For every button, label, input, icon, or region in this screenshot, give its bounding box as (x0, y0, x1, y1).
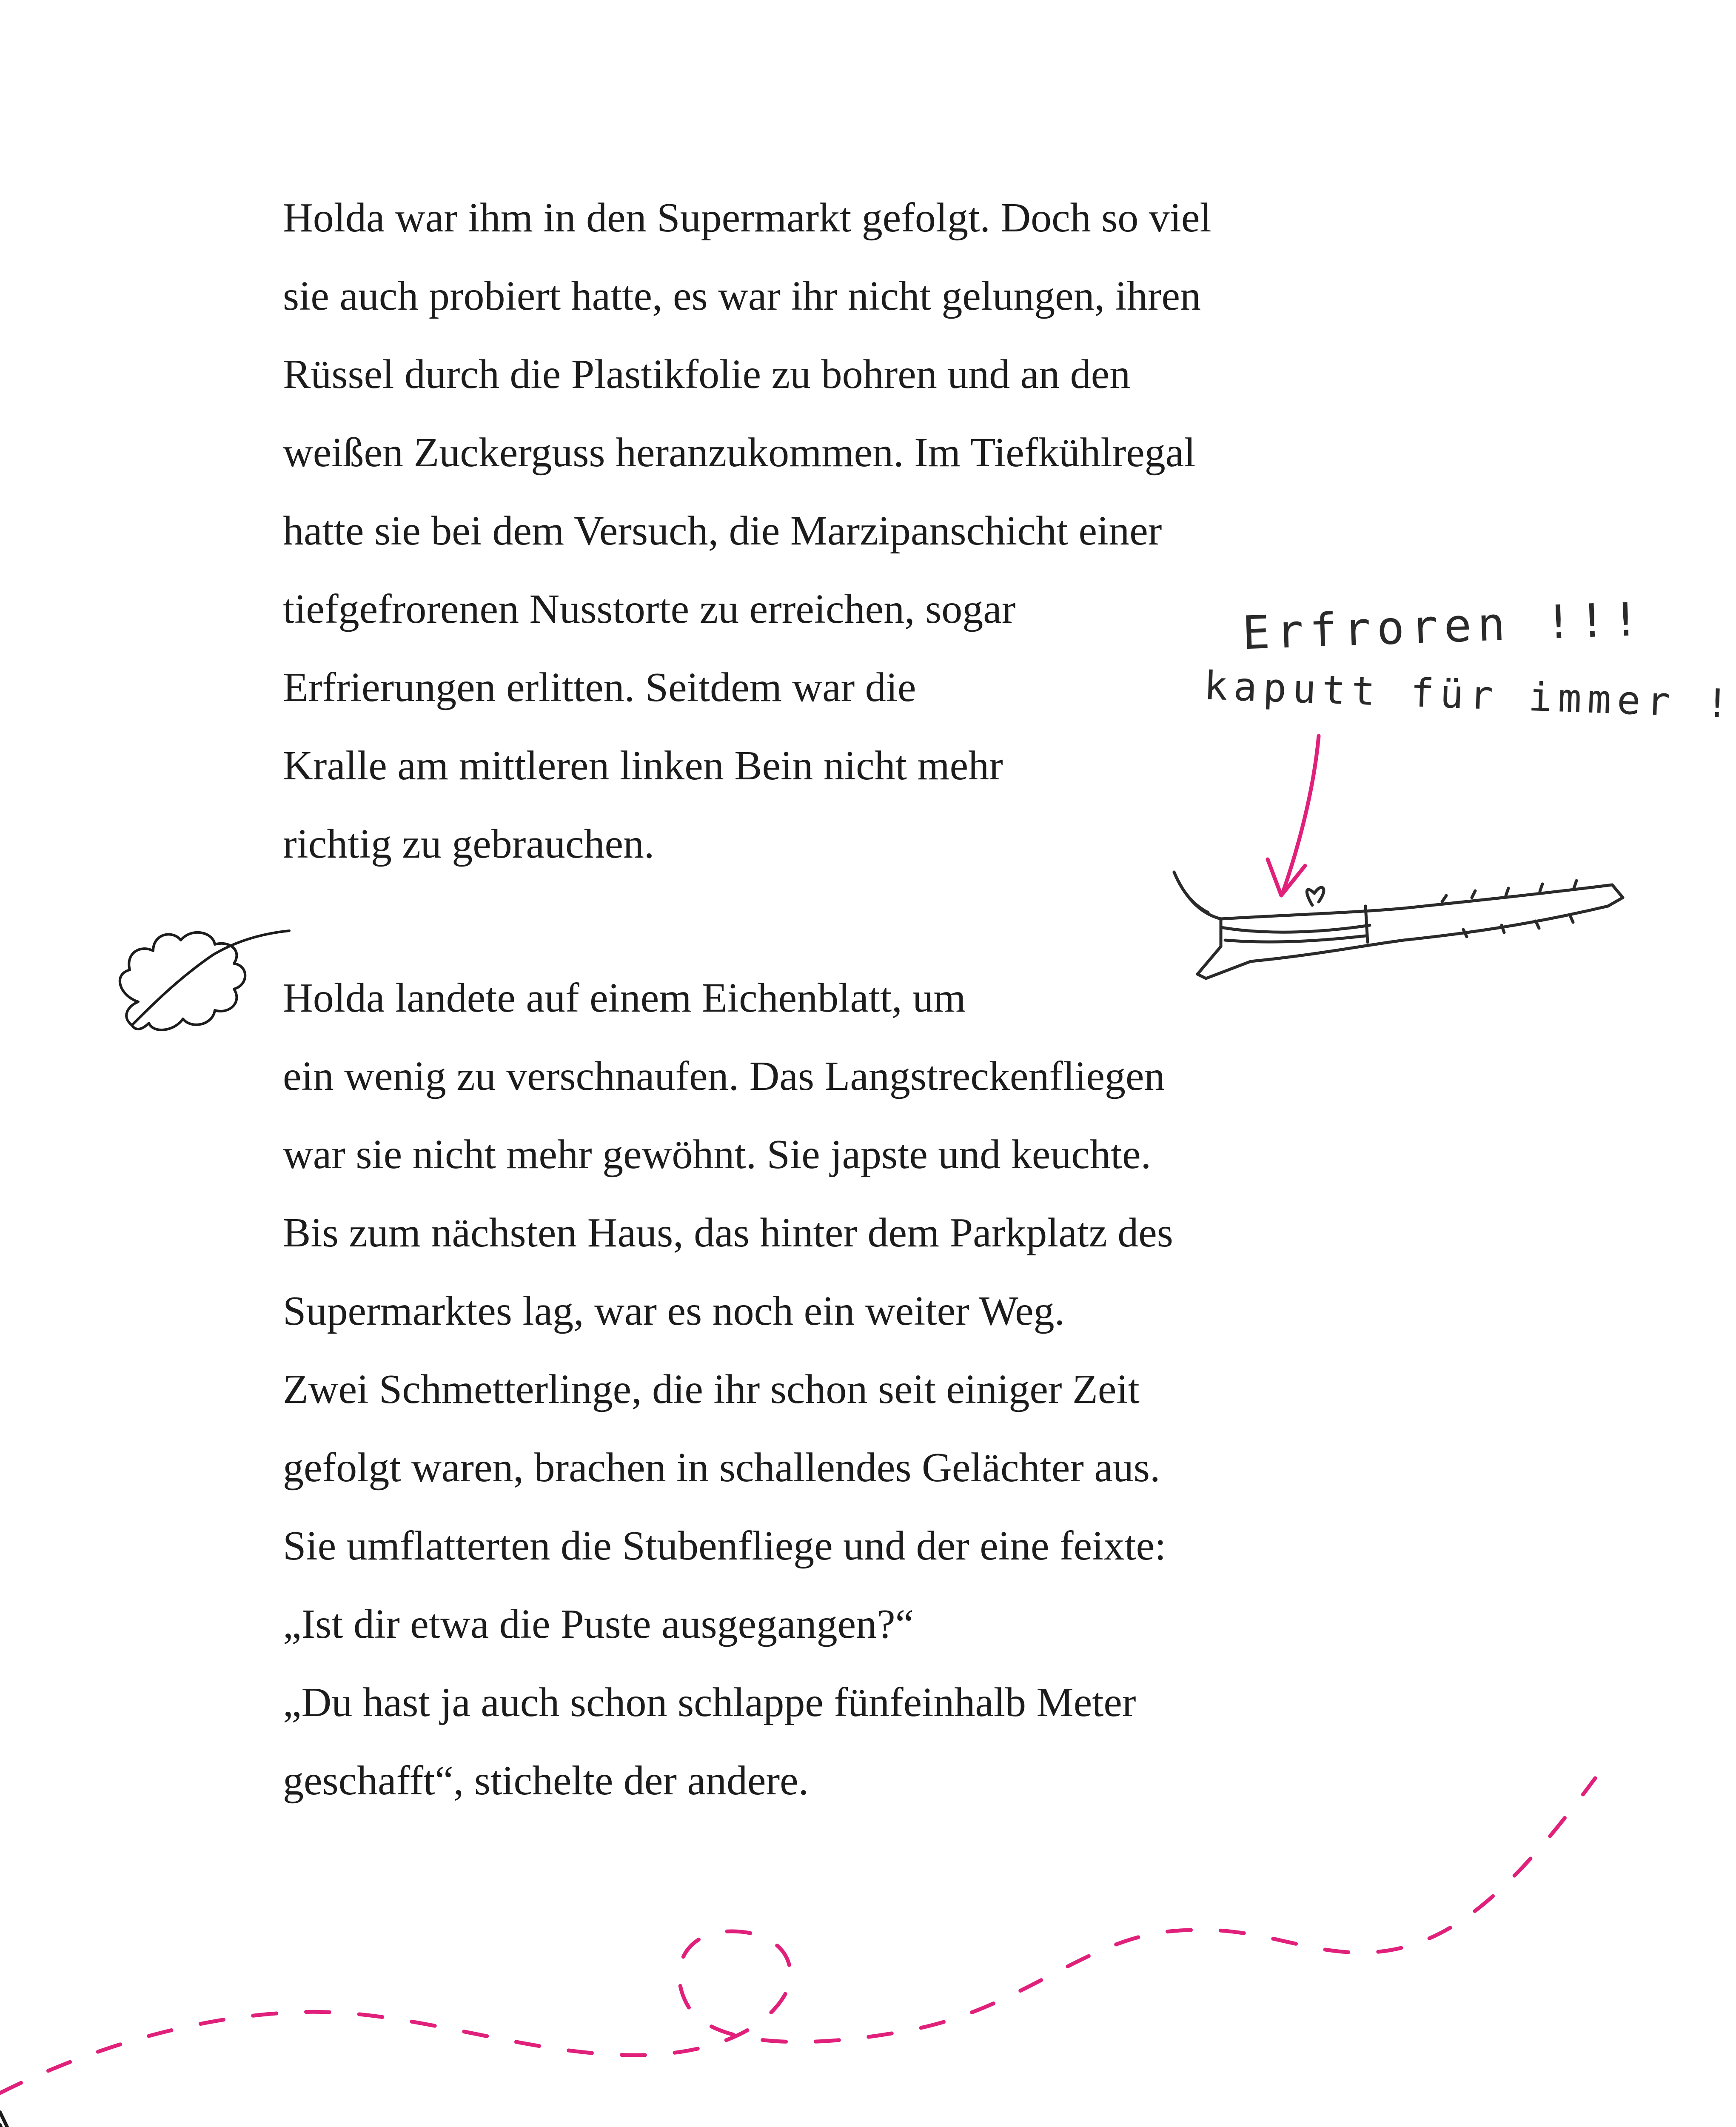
text-line: war sie nicht mehr gewöhnt. Sie japste und keuchte. (283, 1132, 1152, 1178)
text-line: Rüssel durch die Plastikfolie zu bohren und an den (283, 351, 1131, 397)
text-line: gefolgt waren, brachen in schallendes Gelächter aus. (283, 1445, 1160, 1491)
text-line: „Du hast ja auch schon schlappe fünfeinhalb Meter (283, 1679, 1136, 1725)
text-line: Holda war ihm in den Supermarkt gefolgt. Doch so viel (283, 195, 1211, 241)
text-line: ein wenig zu verschnaufen. Das Langstreckenfliegen (283, 1053, 1165, 1099)
text-line: „Ist dir etwa die Puste ausgegangen?“ (283, 1601, 914, 1647)
paragraph-1 (283, 179, 1211, 883)
text-line: weißen Zuckerguss heranzukommen. Im Tiefkühlregal (283, 430, 1196, 476)
text-line: tiefgefrorenen Nusstorte zu erreichen, sogar (283, 586, 1016, 632)
paragraph-2 (283, 959, 1173, 1820)
text-line: Kralle am mittleren linken Bein nicht mehr (283, 743, 1003, 789)
text-line: hatte sie bei dem Versuch, die Marzipanschicht einer (283, 508, 1162, 554)
handwritten-note-line-2: kaputt für immer ! (1203, 663, 1736, 727)
text-line: sie auch probiert hatte, es war ihr nicht gelungen, ihren (283, 273, 1201, 319)
text-line: richtig zu gebrauchen. (283, 821, 655, 867)
fly-leg-claw-icon (1166, 855, 1638, 995)
dashed-flight-path-icon (0, 1753, 1638, 2127)
text-line: geschafft“, stichelte der andere. (283, 1758, 809, 1804)
handwritten-note-line-1: Erfroren !!! (1241, 593, 1647, 660)
oak-leaf-icon (106, 910, 306, 1038)
text-line: Holda landete auf einem Eichenblatt, um (283, 975, 966, 1021)
text-line: Sie umflatterten die Stubenfliege und der eine feixte: (283, 1523, 1166, 1569)
text-line: Erfrierungen erlitten. Seitdem war die (283, 664, 916, 710)
text-line: Bis zum nächsten Haus, das hinter dem Parkplatz des (283, 1210, 1173, 1256)
text-line: Supermarktes lag, war es noch ein weiter Weg. (283, 1288, 1065, 1334)
text-line: Zwei Schmetterlinge, die ihr schon seit einiger Zeit (283, 1366, 1140, 1412)
